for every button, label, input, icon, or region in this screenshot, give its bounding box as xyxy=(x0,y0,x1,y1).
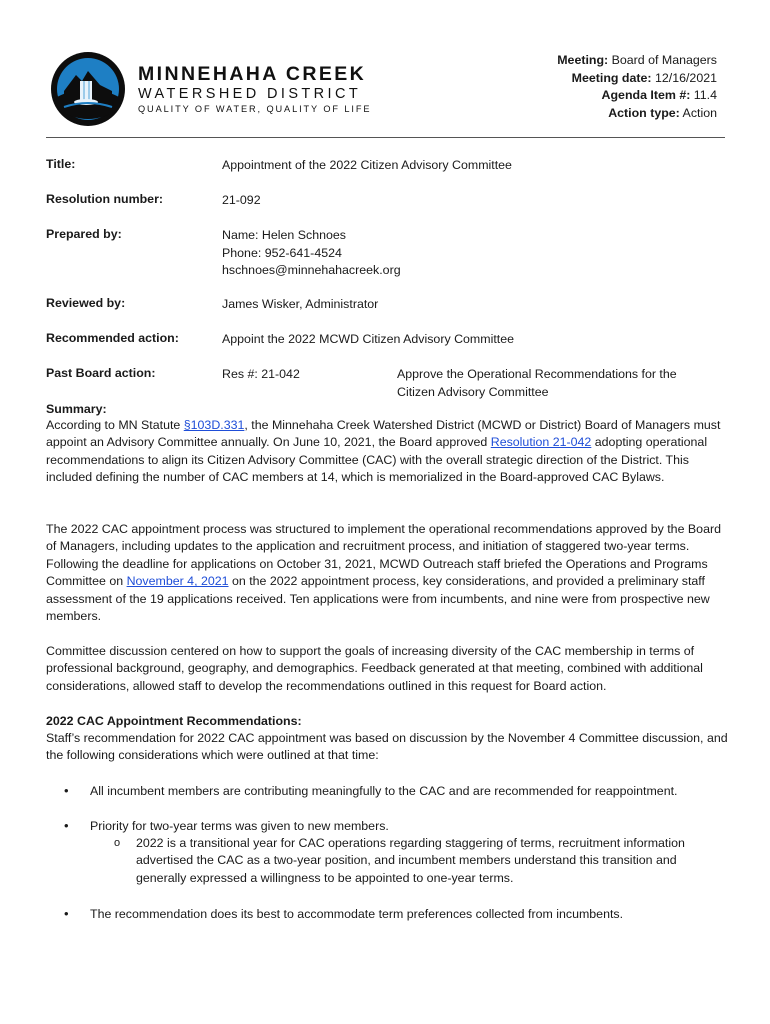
logo-emblem-icon xyxy=(50,51,126,127)
resolution-label: Resolution number: xyxy=(46,192,164,206)
meeting-line xyxy=(557,52,717,70)
resolution-link[interactable]: Resolution 21-042 xyxy=(490,435,592,450)
summary-paragraph-2 xyxy=(46,521,732,625)
bullet-icon: • xyxy=(64,818,69,833)
p2-text-a: The 2022 CAC appointment process was structured to implement the operational recommendations approved by the Board of Managers, including updates to the application and recruitment process, and initiation of staggered two-year terms. Following the deadline for applications on October 31, 2021, MCWD Outreach staff briefed the Operations and Programs Committee on xyxy=(46,522,721,589)
prepared-phone: Phone: 952-641-4524 xyxy=(222,245,342,260)
agenda-value: 11.4 xyxy=(690,88,717,102)
recommendations-heading: 2022 CAC Appointment Recommendations: xyxy=(46,714,302,728)
action-value: Action xyxy=(679,105,717,120)
recommendations-intro: Staff’s recommendation for 2022 CAC appointment was based on discussion by the November 4 Committee discussion, and the following considerations which were outlined at that time: xyxy=(46,731,728,763)
reviewed-value: James Wisker, Administrator xyxy=(222,297,379,311)
past-action-description: Approve the Operational Recommendations for the Citizen Advisory Committee xyxy=(397,367,677,399)
bullet-2-text: Priority for two-year terms was given to new members. xyxy=(90,819,389,833)
title-label: Title: xyxy=(46,157,76,171)
p1-text-c: adopting operational recommendations to align its Citizen Advisory Committee (CAC) with the overall strategic direction of the District. This included defining the number of CAC members at 14, which is memorialized in the Board-approved CAC Bylaws. xyxy=(46,435,708,485)
prepared-email: hschnoes@minnehahacreek.org xyxy=(222,263,401,277)
meeting-label: Meeting: xyxy=(557,53,609,67)
action-line xyxy=(557,105,717,123)
recommended-label: Recommended action: xyxy=(46,331,179,345)
bullet-icon: • xyxy=(64,906,69,921)
p1-text-a: According to MN Statute xyxy=(46,418,184,432)
past-action-label: Past Board action: xyxy=(46,366,156,380)
date-label: Meeting date: xyxy=(571,70,652,85)
meeting-value: Board of Managers xyxy=(608,53,717,67)
p2-text-b: on the 2022 appointment process, key considerations, and provided a preliminary staff assessment of the 19 applications received. Ten applications were from incumbents, and nine were from prospective new members. xyxy=(46,574,710,624)
district-logo xyxy=(50,51,126,127)
org-name: MINNEHAHA CREEK xyxy=(138,63,367,85)
bullet-3-text: The recommendation does its best to accommodate term preferences collected from incumbents. xyxy=(90,907,624,921)
summary-paragraph-3: Committee discussion centered on how to support the goals of increasing diversity of the CAC membership in terms of professional background, geography, and demographics. Feedback generated at that meeting, combined with additional considerations, allowed staff to develop the recommendations outlined in this request for Board action. xyxy=(46,644,703,693)
meeting-info xyxy=(557,52,717,122)
bullet-1-text: All incumbent members are contributing meaningfully to the CAC and are recommended for reappointment. xyxy=(90,784,678,798)
p1-text-b: , the Minnehaha Creek Watershed District (MCWD or District) Board of Managers must appoint an Advisory Committee annually. On June 10, 2021, the Board approved xyxy=(46,418,721,450)
sub-bullet-icon: o xyxy=(114,837,121,849)
prepared-info xyxy=(222,227,401,280)
date-line xyxy=(557,70,717,88)
agenda-label: Agenda Item #: xyxy=(601,88,691,102)
header-divider xyxy=(46,137,725,138)
reviewed-label: Reviewed by: xyxy=(46,296,126,310)
title-value: Appointment of the 2022 Citizen Advisory Committee xyxy=(222,158,512,172)
statute-link[interactable]: §103D.331 xyxy=(183,418,245,432)
agenda-line xyxy=(557,87,717,105)
resolution-value: 21-092 xyxy=(222,193,261,207)
date-value: 12/16/2021 xyxy=(651,70,717,85)
prepared-name: Name: Helen Schnoes xyxy=(222,228,346,242)
summary-paragraph-1 xyxy=(46,417,732,487)
committee-date-link[interactable]: November 4, 2021 xyxy=(126,574,229,589)
org-subtitle: WATERSHED DISTRICT xyxy=(138,86,362,102)
prepared-label: Prepared by: xyxy=(46,227,122,241)
summary-heading: Summary: xyxy=(46,402,107,416)
recommended-value: Appoint the 2022 MCWD Citizen Advisory Committee xyxy=(222,332,514,346)
bullet-icon: • xyxy=(64,783,69,798)
action-label: Action type: xyxy=(608,105,680,120)
sub-bullet-text: 2022 is a transitional year for CAC operations regarding staggering of terms, recruitment information advertised the CAC as a two-year position, and incumbent members understand this transition and generally expressed a willingness to be appointed to one-year terms. xyxy=(136,836,685,885)
org-tagline: QUALITY OF WATER, QUALITY OF LIFE xyxy=(138,104,372,114)
past-action-resolution: Res #: 21-042 xyxy=(222,367,300,381)
